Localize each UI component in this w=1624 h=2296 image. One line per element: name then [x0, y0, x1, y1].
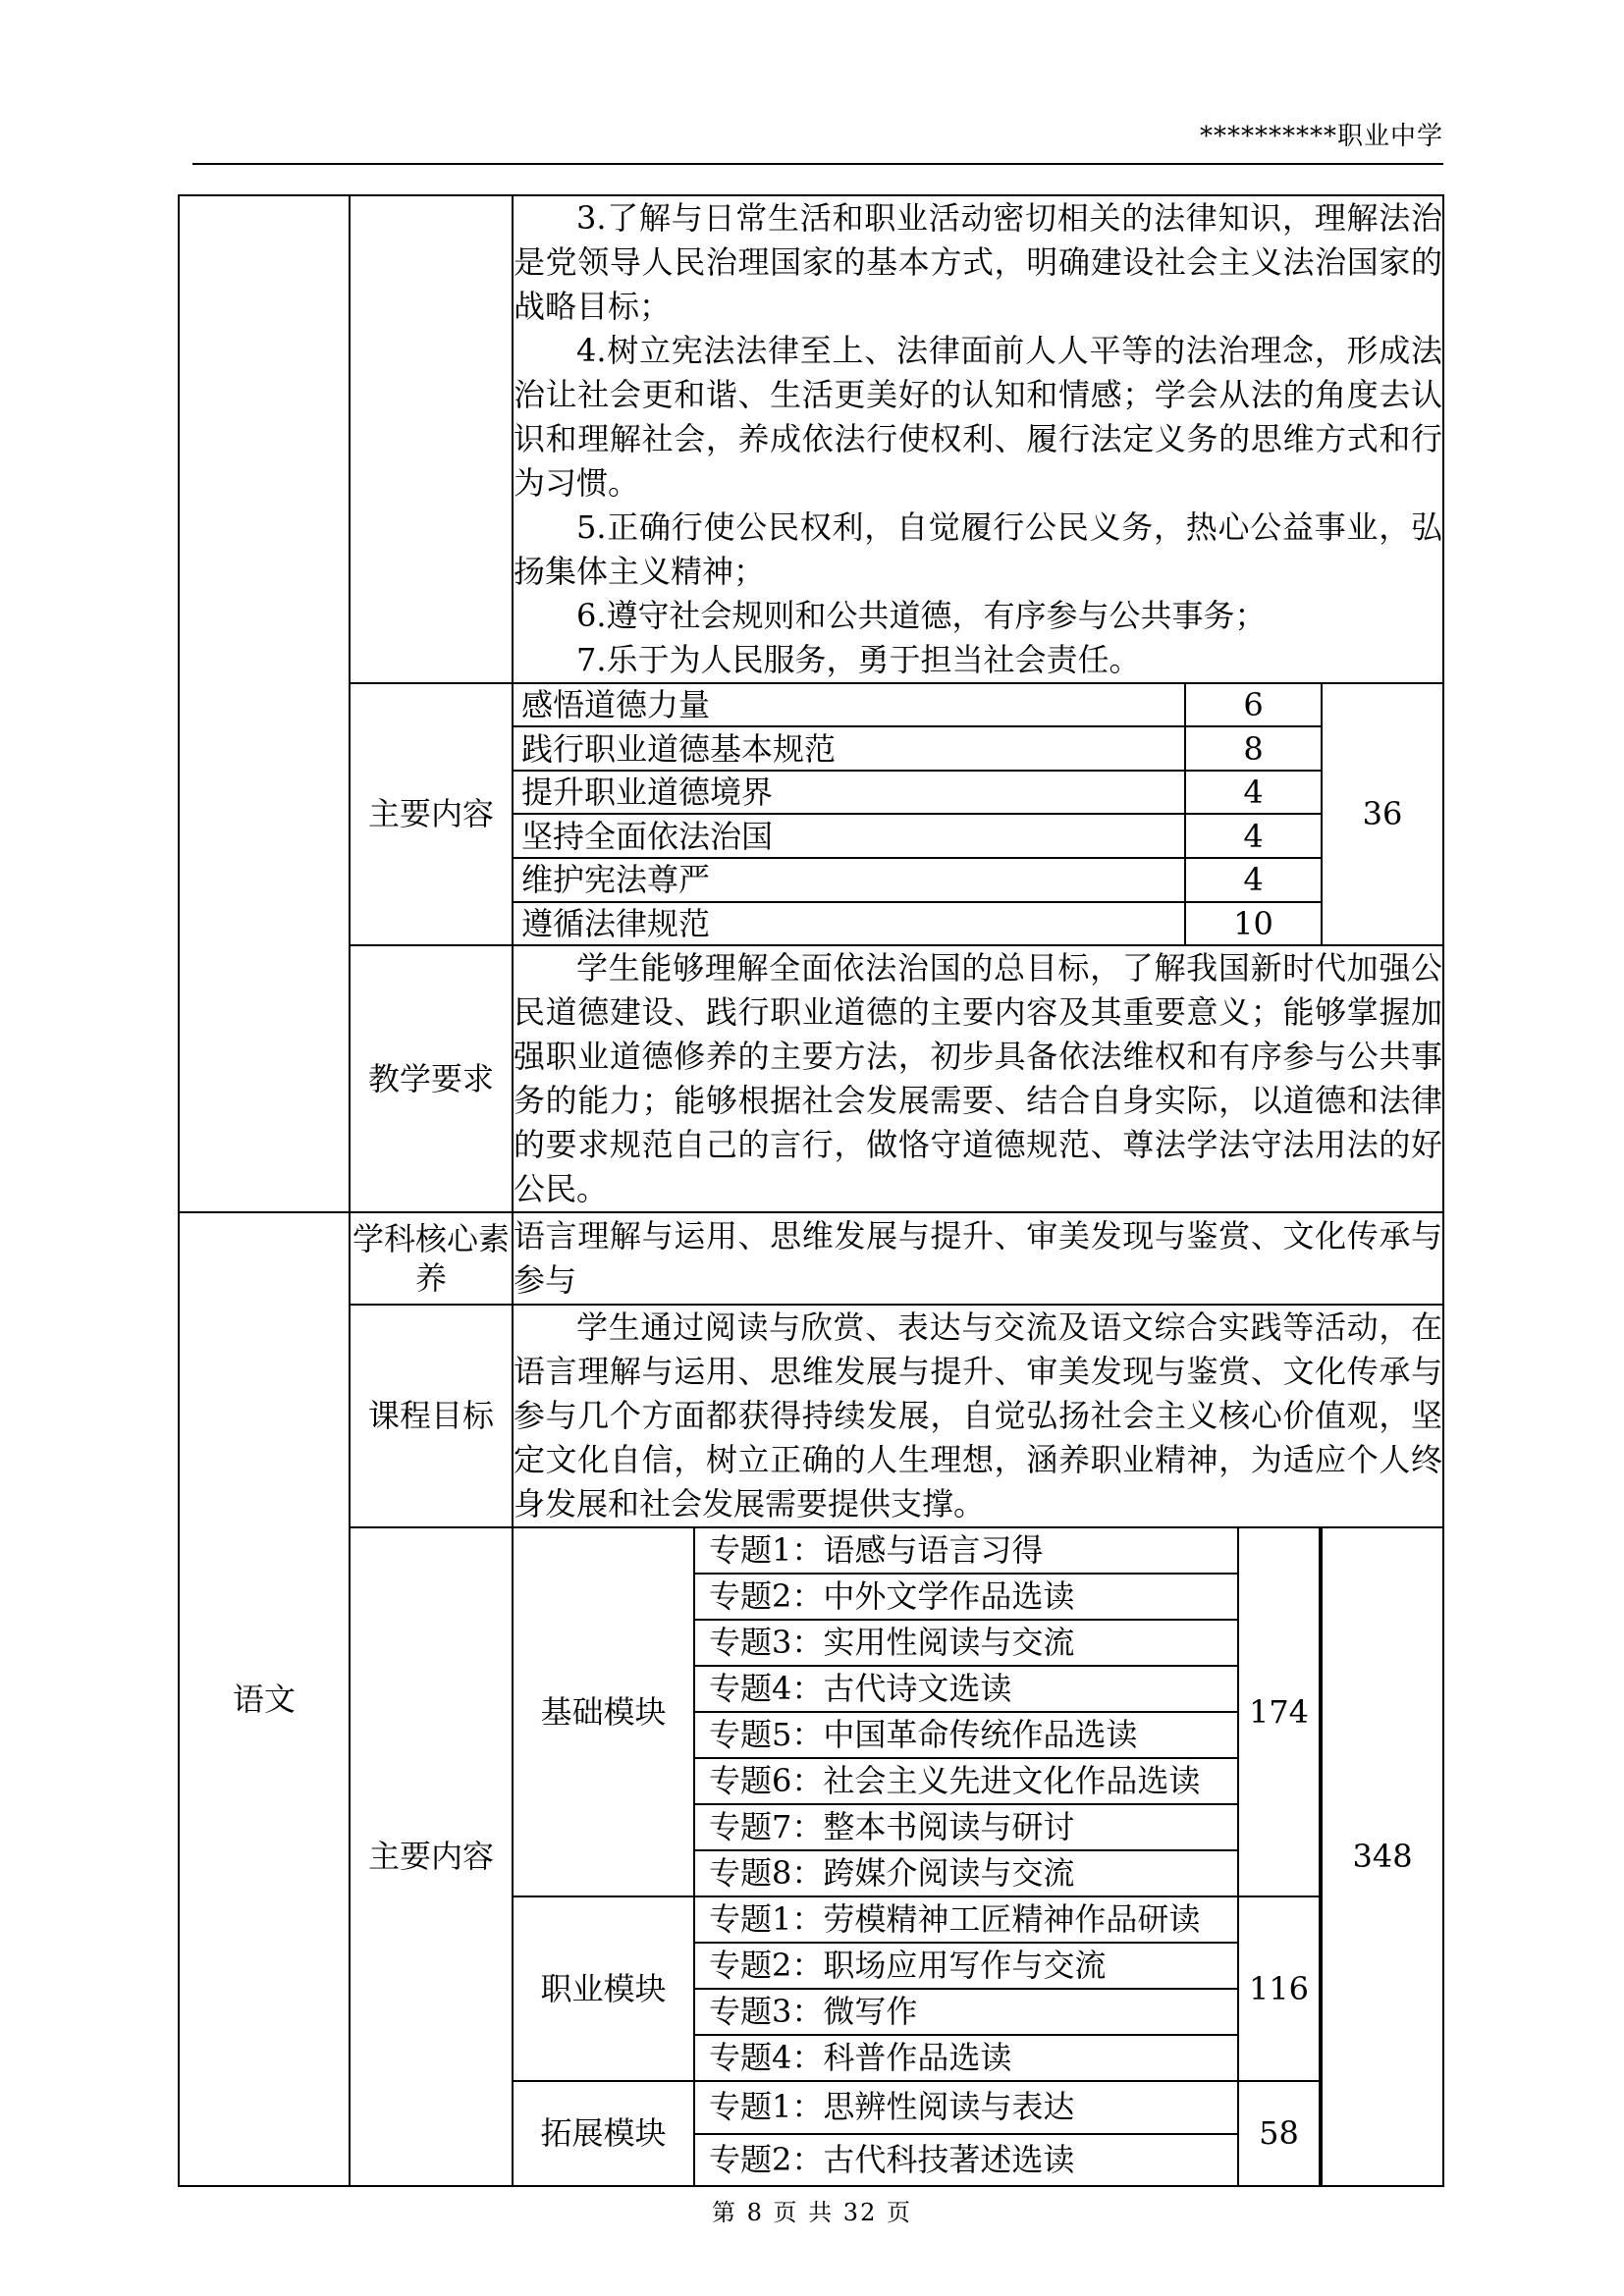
module-topic: 专题4：古代诗文选读 — [695, 1667, 1237, 1713]
chinese-modules-table — [514, 1528, 1321, 2185]
chinese-modules-cell — [513, 1527, 1322, 2186]
moral-topic-row — [514, 858, 1321, 902]
moral-content-row — [179, 683, 1443, 945]
chinese-goal-text: 学生通过阅读与欣赏、表达与交流及语文综合实践等活动，在语言理解与运用、思维发展与提升、审美发现与鉴赏、文化传承与参与几个方面都获得持续发展，自觉弘扬社会主义核心价值观，坚定文化自信，树立正确的人生理想，涵养职业精神，为适应个人终身发展和社会发展需要提供支撑。 — [514, 1308, 1443, 1522]
chinese-goal-row — [179, 1305, 1443, 1527]
moral-topic-hours: 10 — [1185, 902, 1321, 944]
moral-requirements-row — [179, 945, 1443, 1212]
module-topic: 专题4：科普作品选读 — [709, 2039, 1012, 2076]
moral-goals-row — [179, 195, 1443, 683]
moral-topic-name: 践行职业道德基本规范 — [514, 726, 1185, 771]
moral-topic-name: 提升职业道德境界 — [514, 771, 1185, 815]
module-topic: 专题5：中国革命传统作品选读 — [695, 1713, 1237, 1759]
moral-goal-6: 6.遵守社会规则和公共道德，有序参与公共事务； — [576, 597, 1267, 634]
module-topic: 专题2：中外文学作品选读 — [695, 1575, 1237, 1621]
moral-subject-cell — [179, 195, 350, 1212]
module-topic: 专题1：劳模精神工匠精神作品研读 — [695, 1897, 1237, 1944]
moral-goal-5: 5.正确行使公民权利，自觉履行公民义务，热心公益事业，弘扬集体主义精神； — [514, 508, 1443, 590]
chinese-total-hours: 348 — [1322, 1527, 1443, 2186]
module-topics — [694, 1528, 1238, 1896]
moral-goal-4: 4.树立宪法法律至上、法律面前人人平等的法治理念，形成法治让社会更和谐、生活更美好的认知和情感；学会从法的角度去认识和理解社会，养成依法行使权利、履行法定义务的思维方式和行为习惯。 — [514, 332, 1443, 502]
moral-topic-name: 感悟道德力量 — [514, 684, 1185, 726]
chinese-content-row — [179, 1527, 1443, 2186]
moral-content-label: 主要内容 — [350, 683, 513, 945]
module-hours: 116 — [1238, 1896, 1320, 2081]
chinese-core-row — [179, 1212, 1443, 1305]
header-rule — [192, 163, 1443, 165]
moral-topic-hours: 6 — [1185, 684, 1321, 726]
module-name: 拓展模块 — [514, 2081, 694, 2185]
moral-goal-3: 3.了解与日常生活和职业活动密切相关的法律知识，理解法治是党领导人民治理国家的基本方式，明确建设社会主义法治国家的战略目标； — [514, 199, 1443, 325]
moral-goal-7: 7.乐于为人民服务，勇于担当社会责任。 — [576, 641, 1141, 678]
moral-topic-hours: 4 — [1185, 771, 1321, 815]
module-row-vocational — [514, 1896, 1320, 2081]
moral-total-hours: 36 — [1322, 683, 1443, 945]
moral-topic-row — [514, 771, 1321, 815]
module-topic: 专题6：社会主义先进文化作品选读 — [695, 1759, 1237, 1805]
moral-goals-cell — [513, 195, 1443, 683]
moral-topic-hours: 4 — [1185, 814, 1321, 858]
chinese-goal-cell — [513, 1305, 1443, 1527]
module-topic: 专题7：整本书阅读与研讨 — [695, 1805, 1237, 1851]
chinese-subject-label: 语文 — [232, 1680, 296, 1718]
module-topic: 专题2：古代科技著述选读 — [709, 2140, 1075, 2178]
moral-requirements-text: 学生能够理解全面依法治国的总目标，了解我国新时代加强公民道德建设、践行职业道德的主要内容及其重要意义；能够掌握加强职业道德修养的主要方法，初步具备依法维权和有序参与公共事务的能力；能够根据社会发展需要、结合自身实际，以道德和法律的要求规范自己的言行，做恪守道德规范、尊法学法守法用法的好公民。 — [514, 949, 1443, 1207]
moral-requirements-cell — [513, 945, 1443, 1212]
chinese-subject-cell — [179, 1212, 350, 2186]
moral-topic-name: 遵循法律规范 — [514, 902, 1185, 944]
moral-topic-hours: 4 — [1185, 858, 1321, 902]
moral-topic-row — [514, 726, 1321, 771]
moral-goals-label-cell — [350, 195, 513, 683]
page-number: 第 8 页 共 32 页 — [712, 2199, 912, 2226]
chinese-core-text: 语言理解与运用、思维发展与提升、审美发现与鉴赏、文化传承与参与 — [514, 1217, 1443, 1299]
moral-topic-name: 坚持全面依法治国 — [514, 814, 1185, 858]
moral-topic-row — [514, 902, 1321, 944]
moral-topic-row — [514, 684, 1321, 726]
module-hours: 174 — [1238, 1528, 1320, 1896]
module-topic: 专题3：微写作 — [695, 1990, 1237, 2036]
moral-topic-hours: 8 — [1185, 726, 1321, 771]
module-row-basic — [514, 1528, 1320, 1896]
moral-topic-name: 维护宪法尊严 — [514, 858, 1185, 902]
chinese-goal-label: 课程目标 — [350, 1305, 513, 1527]
module-topic: 专题3：实用性阅读与交流 — [695, 1621, 1237, 1667]
module-topics — [694, 1896, 1238, 2081]
module-topic: 专题8：跨媒介阅读与交流 — [709, 1854, 1075, 1892]
module-topic: 专题1：思辨性阅读与表达 — [695, 2082, 1237, 2135]
module-hours: 58 — [1238, 2081, 1320, 2185]
chinese-core-cell — [513, 1212, 1443, 1305]
chinese-content-label: 主要内容 — [350, 1527, 513, 2186]
moral-topics-table — [514, 684, 1321, 944]
curriculum-table — [178, 194, 1444, 2187]
moral-requirements-label: 教学要求 — [350, 945, 513, 1212]
module-topics — [694, 2081, 1238, 2185]
module-row-extension — [514, 2081, 1320, 2185]
module-topic: 专题2：职场应用写作与交流 — [695, 1944, 1237, 1990]
module-name: 职业模块 — [514, 1896, 694, 2081]
module-name: 基础模块 — [514, 1528, 694, 1896]
chinese-core-label: 学科核心素养 — [350, 1212, 513, 1305]
header-school-name: **********职业中学 — [1199, 122, 1443, 151]
moral-topics-cell — [513, 683, 1322, 945]
module-topic: 专题1：语感与语言习得 — [695, 1528, 1237, 1575]
moral-topic-row — [514, 814, 1321, 858]
